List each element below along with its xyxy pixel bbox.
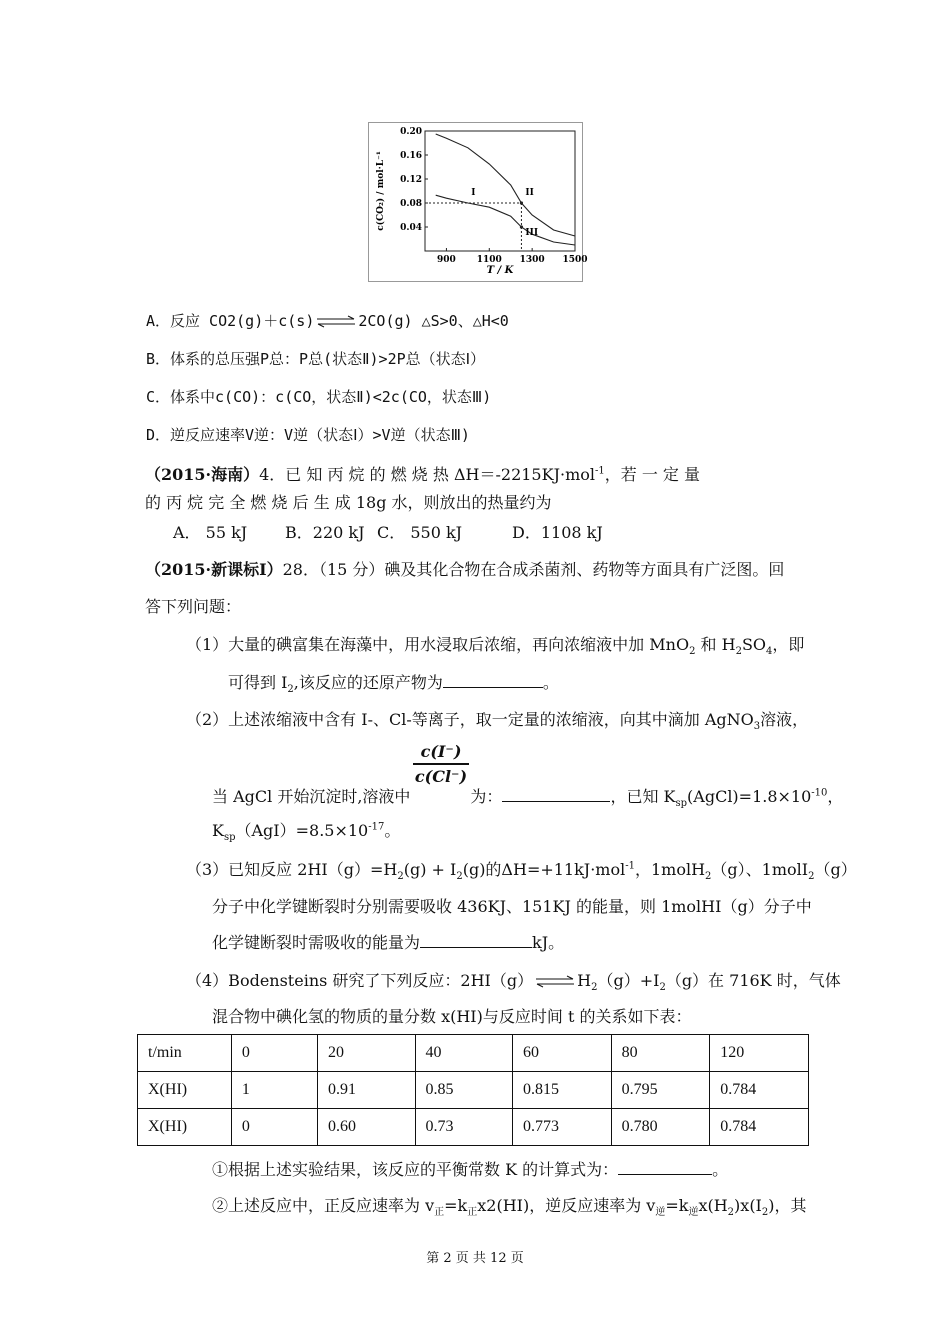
option-d: D．逆反应速率V逆：V逆（状态Ⅰ）>V逆（状态Ⅲ) [146,426,470,444]
answer-blank-3[interactable] [420,933,532,948]
table-cell: 0 [231,1109,317,1146]
p1b-end: ,该反应的还原产物为 [293,673,443,692]
q28-part3-line3 [212,930,564,953]
sub: 2 [735,646,742,658]
sup: -10 [811,787,828,799]
fraction-line [413,763,469,765]
table-row [138,1109,809,1146]
q28-intro-line2: 答下列问题： [145,597,242,616]
q4-line1-text: 4．已 知 丙 烷 的 燃 烧 热 ΔH＝-2215KJ·mol [259,465,595,484]
p2c-end: 。 [384,821,401,840]
sub: 2 [808,871,815,883]
sub: 2 [727,1207,735,1219]
table-cell: t/min [138,1035,232,1072]
q28-part1-line2 [228,670,559,695]
x-axis-label: T / K [486,265,514,276]
p1a: （1）大量的碘富集在海藻中，用水浸取后浓缩，再向浓缩液中加 MnO [186,635,690,654]
state-label: II [525,188,534,198]
chart-figure [368,122,588,282]
table-cell: 0.60 [318,1109,416,1146]
equilibrium-arrow-icon [316,316,356,328]
sub: sp [675,798,688,810]
p2b-mid: 为： [470,787,503,806]
sub: 3 [753,721,761,733]
sub: 2 [705,871,712,883]
state-label: I [471,188,476,198]
page-footer: 第 2 页 共 12 页 [426,1251,524,1266]
x-tick-label: 1100 [476,255,502,265]
q28-intro-line1 [145,557,784,580]
state-point [520,201,523,204]
x-tick-label: 900 [437,255,456,265]
fraction-numerator: c(I⁻) [420,742,462,761]
y-tick-label: 0.04 [400,223,422,233]
sub: 2 [456,871,463,883]
answer-blank-1[interactable] [443,673,543,688]
table-cell: 120 [710,1035,809,1072]
p3a-mid2: (g)的ΔH=+11kJ·mol [462,860,626,879]
p4a-end: （g）在 716K 时，气体 [665,971,841,990]
p1a-end: ，即 [772,635,805,654]
q4-line1 [145,462,700,485]
p4a-mid2: （g）+I [597,971,660,990]
co2-temperature-chart [369,123,588,281]
table-cell: 20 [318,1035,416,1072]
series-line-upper [436,134,575,236]
q4-line1-sup: -1 [595,465,605,477]
q28-part2-line2 [212,784,843,809]
p2b-end: ，已知 K [610,787,676,806]
q4-choice-a: A． 55 kJ [173,523,248,542]
option-b: B．体系的总压强P总：P总(状态Ⅱ)>2P总（状态Ⅰ） [146,350,486,368]
table-cell: 0.795 [611,1072,710,1109]
q28-part3-line1 [186,857,857,882]
s2-a: =k [444,1196,468,1215]
sub: 2 [659,982,666,994]
table-cell: 0.91 [318,1072,416,1109]
sub: 2 [397,871,404,883]
table-row [138,1072,809,1109]
state-point [520,225,523,228]
concentration-ratio-fraction [413,742,469,786]
table-cell: 60 [513,1035,612,1072]
q4-choice-c: C． 550 kJ [377,523,463,542]
sub: 2 [761,1207,769,1219]
p1b: 可得到 I [228,673,288,692]
table-cell: 0.784 [710,1109,809,1146]
p2c-mid: （AgI）=8.5×10 [235,821,369,840]
p4a-mid: H [577,971,592,990]
sub: 逆 [655,1207,666,1219]
table-cell: X(HI) [138,1109,232,1146]
q4-line2: 的 丙 烷 完 全 燃 烧 后 生 成 18g 水，则放出的热量约为 [145,493,552,512]
table-cell: X(HI) [138,1072,232,1109]
y-tick-label: 0.20 [400,127,422,137]
p2b-tail: ， [827,787,844,806]
x-tick-label: 1500 [562,255,588,265]
p3c: 化学键断裂时需吸收的能量为 [212,933,421,952]
p2b-end2: (AgCl)=1.8×10 [687,787,812,806]
p3c-end: kJ。 [532,933,565,952]
plot-frame [425,131,575,251]
p2a: （2）上述浓缩液中含有 I-、Cl-等离子，取一定量的浓缩液，向其中滴加 AgNO [186,710,754,729]
table-cell: 1 [231,1072,317,1109]
p3a-mid: (g) + I [403,860,457,879]
y-tick-label: 0.08 [400,199,422,209]
table-cell: 0.815 [513,1072,612,1109]
p2b: 当 AgCl 开始沉淀时,溶液中 [212,787,411,806]
sub: 逆 [688,1207,699,1219]
q28-sub2 [212,1193,807,1218]
p3a-end: （g） [814,860,857,879]
y-tick-label: 0.16 [400,151,422,161]
table-cell: 0.780 [611,1109,710,1146]
s1-end: 。 [712,1160,729,1179]
q28-part2-line3 [212,818,400,843]
option-a-suffix: 2CO(g) △S>0、△H<0 [358,312,509,330]
s2-e: )x(I [734,1196,762,1215]
s2-f: )，其 [768,1196,807,1215]
option-a [146,310,509,331]
table-body [138,1035,809,1146]
sub: 正 [467,1207,478,1219]
s1: ①根据上述实验结果，该反应的平衡常数 K 的计算式为： [212,1160,619,1179]
p2c: K [212,821,224,840]
y-axis-label: c(CO₂) / mol·L⁻¹ [376,151,386,231]
q28-source: （2015·新课标Ⅰ） [145,560,283,579]
sub: 2 [591,982,598,994]
q4-line1-end: ，若 一 定 量 [604,465,701,484]
table-cell: 0.85 [415,1072,513,1109]
p3a-mid3: ，1molH [634,860,706,879]
table-cell: 80 [611,1035,710,1072]
sub: 正 [434,1207,445,1219]
p3a: （3）已知反应 2HI（g）=H [186,860,398,879]
hi-fraction-table [137,1034,809,1146]
q28-part1-line1 [186,632,804,657]
p2a-end: 溶液， [760,710,809,729]
table-cell: 0.73 [415,1109,513,1146]
sup: -1 [625,860,635,872]
p4a: （4）Bodensteins 研究了下列反应：2HI（g） [186,971,534,990]
sub: 2 [689,646,696,658]
p1a-mid2: SO [741,635,767,654]
q28-part2-line1 [186,707,808,732]
s2-c: =k [665,1196,689,1215]
p3a-mid4: （g）、1molI [711,860,809,879]
q4-choice-b: B．220 kJ [285,523,365,542]
equilibrium-arrow-icon [535,976,575,988]
sup: -17 [368,821,385,833]
state-label: III [525,228,539,238]
table-cell: 0 [231,1035,317,1072]
table-cell: 40 [415,1035,513,1072]
option-c: C．体系中c(CO)：c(CO，状态Ⅱ)<2c(CO，状态Ⅲ) [146,388,492,406]
s2: ②上述反应中，正反应速率为 v [212,1196,435,1215]
q28-part4-line1 [186,968,841,993]
p1b-tail: 。 [542,673,559,692]
q4-source: （2015·海南） [145,465,260,484]
fraction-denominator: c(Cl⁻) [414,767,468,786]
sub: 4 [766,646,773,658]
y-tick-label: 0.12 [400,175,422,185]
sub: 2 [287,684,294,696]
answer-blank-4[interactable] [618,1160,712,1175]
q28-sub1 [212,1157,728,1180]
x-tick-label: 1300 [519,255,545,265]
q28-intro1: 28．（15 分）碘及其化合物在合成杀菌剂、药物等方面具有广泛图。回 [282,560,785,579]
table-row [138,1035,809,1072]
answer-blank-2[interactable] [502,787,610,802]
s2-b: x2(HI)，逆反应速率为 v [477,1196,656,1215]
q4-choice-d: D．1108 kJ [512,523,603,542]
option-a-prefix: A．反应 CO2(g)＋c(s) [146,312,315,330]
sub: sp [223,832,236,844]
p1a-mid: 和 H [695,635,736,654]
table-cell: 0.773 [513,1109,612,1146]
table-cell: 0.784 [710,1072,809,1109]
s2-d: x(H [698,1196,728,1215]
q28-part3-line2: 分子中化学键断裂时分别需要吸收 436KJ、151KJ 的能量，则 1molHI（g）分子中 [212,897,812,916]
q28-part4-line2: 混合物中碘化氢的物质的量分数 x(HI)与反应时间 t 的关系如下表： [212,1007,692,1026]
